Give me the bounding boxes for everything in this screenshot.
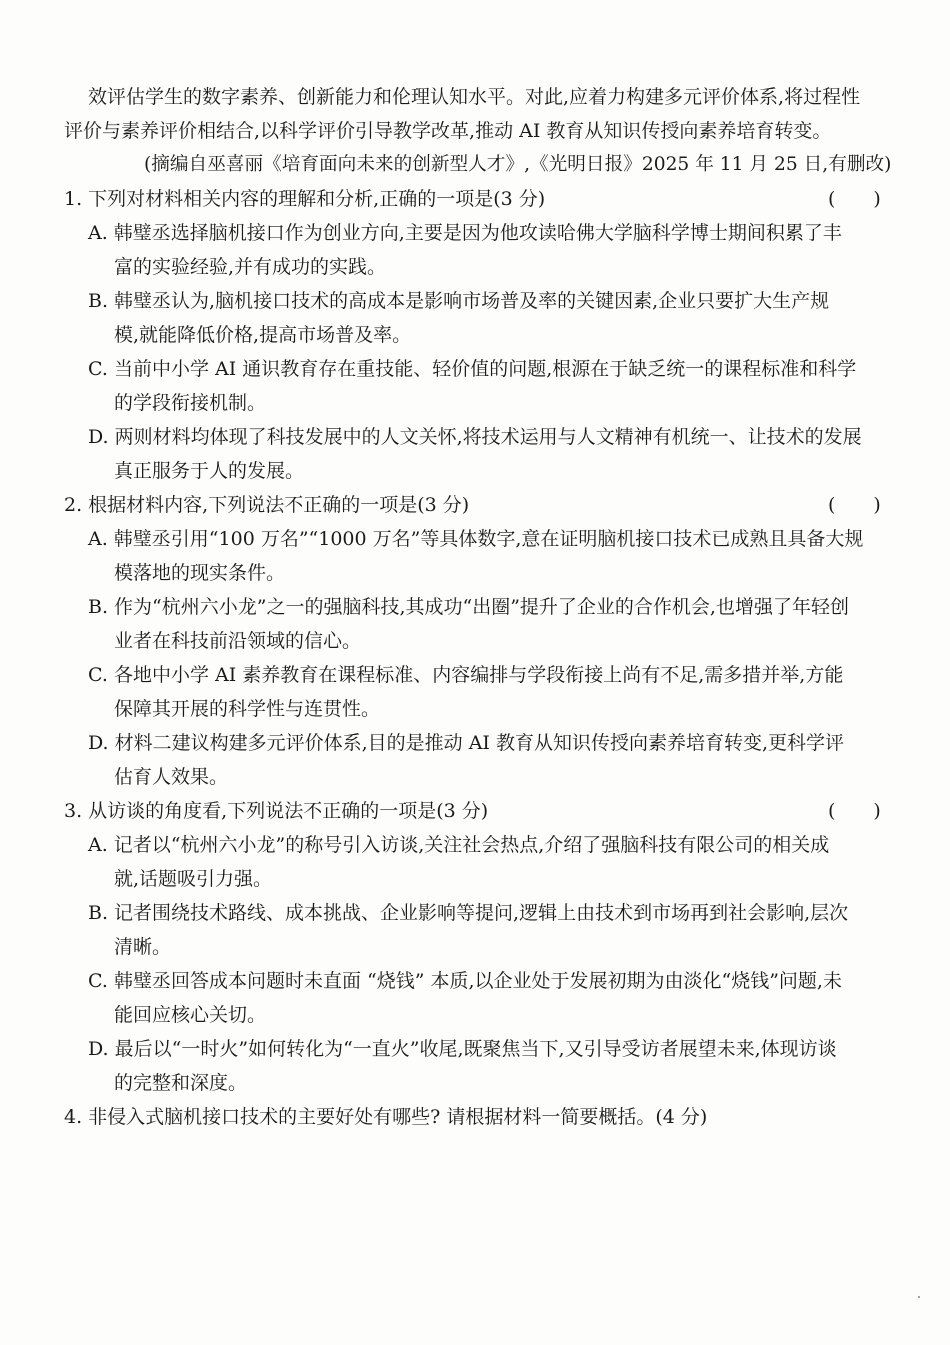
q1-option-c-line1: C. 当前中小学 AI 通识教育存在重技能、轻价值的问题,根源在于缺乏统一的课程标准和科学 (88, 358, 857, 380)
q1-option-c-line2: 的学段衔接机制。 (114, 392, 267, 414)
q1-option-b-line1: B. 韩璧丞认为,脑机接口技术的高成本是影响市场普及率的关键因素,企业只要扩大生产规 (88, 290, 830, 312)
answer-blank-2[interactable]: ( ) (828, 494, 881, 516)
q2-option-a-line1: A. 韩璧丞引用“100 万名”“1000 万名”等具体数字,意在证明脑机接口技术已成熟且具备大规 (88, 528, 864, 550)
q3-option-b-line2: 清晰。 (114, 936, 172, 958)
question-3-stem: 3. 从访谈的角度看,下列说法不正确的一项是(3 分) (64, 800, 489, 822)
q1-option-a-line2: 富的实验经验,并有成功的实践。 (114, 256, 387, 278)
intro-line-1: 效评估学生的数字素养、创新能力和伦理认知水平。对此,应着力构建多元评价体系,将过程性 (88, 86, 861, 108)
answer-blank-1[interactable]: ( ) (828, 188, 881, 210)
q3-option-d-line1: D. 最后以“一时火”如何转化为“一直火”收尾,既聚焦当下,又引导受访者展望未来,体现访谈 (88, 1038, 837, 1060)
question-1-stem: 1. 下列对材料相关内容的理解和分析,正确的一项是(3 分) (64, 188, 546, 210)
q3-option-a-line1: A. 记者以“杭州六小龙”的称号引入访谈,关注社会热点,介绍了强脑科技有限公司的相关成 (88, 834, 830, 856)
q2-option-a-line2: 模落地的现实条件。 (114, 562, 286, 584)
q3-option-a-line2: 就,话题吸引力强。 (114, 868, 273, 890)
q2-option-c-line2: 保障其开展的科学性与连贯性。 (114, 698, 381, 720)
q1-option-a-line1: A. 韩璧丞选择脑机接口作为创业方向,主要是因为他攻读哈佛大学脑科学博士期间积累了丰 (88, 222, 842, 244)
q1-option-b-line2: 模,就能降低价格,提高市场普及率。 (114, 324, 412, 346)
intro-line-2: 评价与素养评价相结合,以科学评价引导教学改革,推动 AI 教育从知识传授向素养培育转变。 (64, 120, 832, 142)
q3-option-b-line1: B. 记者围绕技术路线、成本挑战、企业影响等提问,逻辑上由技术到市场再到社会影响,层次 (88, 902, 849, 924)
scan-speck (918, 1296, 920, 1298)
q2-option-b-line2: 业者在科技前沿领域的信心。 (114, 630, 362, 652)
q2-option-d-line2: 估育人效果。 (114, 766, 229, 788)
q2-option-b-line1: B. 作为“杭州六小龙”之一的强脑科技,其成功“出圈”提升了企业的合作机会,也增强了年轻创 (88, 596, 849, 618)
answer-blank-3[interactable]: ( ) (828, 800, 881, 822)
source-citation: (摘编自巫喜丽《培育面向未来的创新型人才》,《光明日报》2025 年 11 月 25 日,有删改) (144, 154, 892, 175)
q3-option-c-line1: C. 韩璧丞回答成本问题时未直面 “烧钱” 本质,以企业处于发展初期为由淡化“烧钱”问题,未 (88, 970, 842, 992)
q3-option-d-line2: 的完整和深度。 (114, 1072, 248, 1094)
q1-option-d-line1: D. 两则材料均体现了科技发展中的人文关怀,将技术运用与人文精神有机统一、让技术的发展 (88, 426, 862, 448)
q2-option-d-line1: D. 材料二建议构建多元评价体系,目的是推动 AI 教育从知识传授向素养培育转变,更科学评 (88, 732, 845, 754)
q2-option-c-line1: C. 各地中小学 AI 素养教育在课程标准、内容编排与学段衔接上尚有不足,需多措并举,方能 (88, 664, 844, 686)
question-4-stem: 4. 非侵入式脑机接口技术的主要好处有哪些? 请根据材料一简要概括。(4 分) (64, 1106, 708, 1128)
q3-option-c-line2: 能回应核心关切。 (114, 1004, 267, 1026)
question-2-stem: 2. 根据材料内容,下列说法不正确的一项是(3 分) (64, 494, 470, 516)
q1-option-d-line2: 真正服务于人的发展。 (114, 460, 305, 482)
